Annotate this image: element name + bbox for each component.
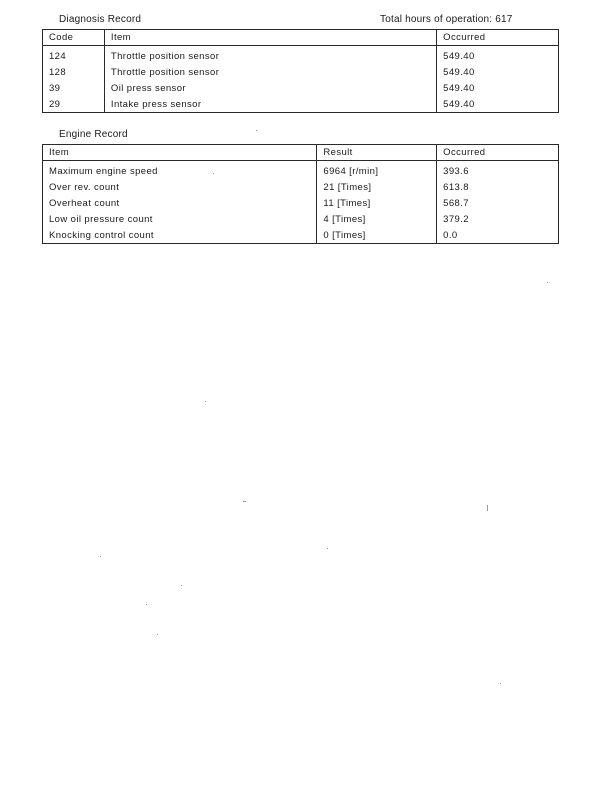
item-cell: Throttle position sensor xyxy=(104,46,436,65)
table-row xyxy=(43,227,559,244)
occurred-cell: 549.40 xyxy=(437,96,559,113)
table-row xyxy=(43,46,559,65)
code-cell: 128 xyxy=(43,64,105,80)
scan-speck xyxy=(500,683,501,684)
result-cell: 11 [Times] xyxy=(317,195,437,211)
item-cell: Intake press sensor xyxy=(104,96,436,113)
occurred-cell: 379.2 xyxy=(437,211,559,227)
table-row xyxy=(43,64,559,80)
table-header-row xyxy=(43,145,559,161)
result-cell: 4 [Times] xyxy=(317,211,437,227)
scan-speck xyxy=(157,634,158,635)
column-header-occurred: Occurred xyxy=(437,145,559,161)
column-header-result: Result xyxy=(317,145,437,161)
occurred-cell: 549.40 xyxy=(437,64,559,80)
occurred-cell: 393.6 xyxy=(437,161,559,180)
table-row xyxy=(43,195,559,211)
occurred-cell: 549.40 xyxy=(437,46,559,65)
scan-speck xyxy=(181,585,182,586)
scan-speck xyxy=(547,282,548,283)
result-cell: 21 [Times] xyxy=(317,179,437,195)
item-cell: Low oil pressure count xyxy=(43,211,317,227)
engine-record-title: Engine Record xyxy=(59,129,128,140)
scan-speck xyxy=(243,501,246,502)
result-cell: 6964 [r/min] xyxy=(317,161,437,180)
item-cell: Knocking control count xyxy=(43,227,317,244)
column-header-occurred: Occurred xyxy=(437,30,559,46)
scan-speck xyxy=(256,130,257,131)
column-header-item: Item xyxy=(104,30,436,46)
scan-speck xyxy=(327,548,328,549)
total-hours-of-operation: Total hours of operation: 617 xyxy=(380,14,513,25)
occurred-cell: 613.8 xyxy=(437,179,559,195)
item-cell: Maximum engine speed xyxy=(43,161,317,180)
table-row xyxy=(43,211,559,227)
table-row xyxy=(43,161,559,180)
occurred-cell: 549.40 xyxy=(437,80,559,96)
table-row xyxy=(43,80,559,96)
scan-speck xyxy=(487,505,488,511)
engine-record-table xyxy=(42,144,559,244)
diagnosis-record-table xyxy=(42,29,559,113)
item-cell: Throttle position sensor xyxy=(104,64,436,80)
occurred-cell: 568.7 xyxy=(437,195,559,211)
table-header-row xyxy=(43,30,559,46)
item-cell: Oil press sensor xyxy=(104,80,436,96)
scan-speck xyxy=(146,604,147,605)
scan-speck xyxy=(205,401,206,402)
table-row xyxy=(43,96,559,113)
diagnosis-record-title: Diagnosis Record xyxy=(59,14,142,25)
result-cell: 0 [Times] xyxy=(317,227,437,244)
table-row xyxy=(43,179,559,195)
column-header-item: Item xyxy=(43,145,317,161)
code-cell: 29 xyxy=(43,96,105,113)
item-cell: Over rev. count xyxy=(43,179,317,195)
occurred-cell: 0.0 xyxy=(437,227,559,244)
scan-speck xyxy=(100,556,101,557)
item-cell: Overheat count xyxy=(43,195,317,211)
scan-speck xyxy=(213,173,214,174)
code-cell: 124 xyxy=(43,46,105,65)
column-header-code: Code xyxy=(43,30,105,46)
code-cell: 39 xyxy=(43,80,105,96)
